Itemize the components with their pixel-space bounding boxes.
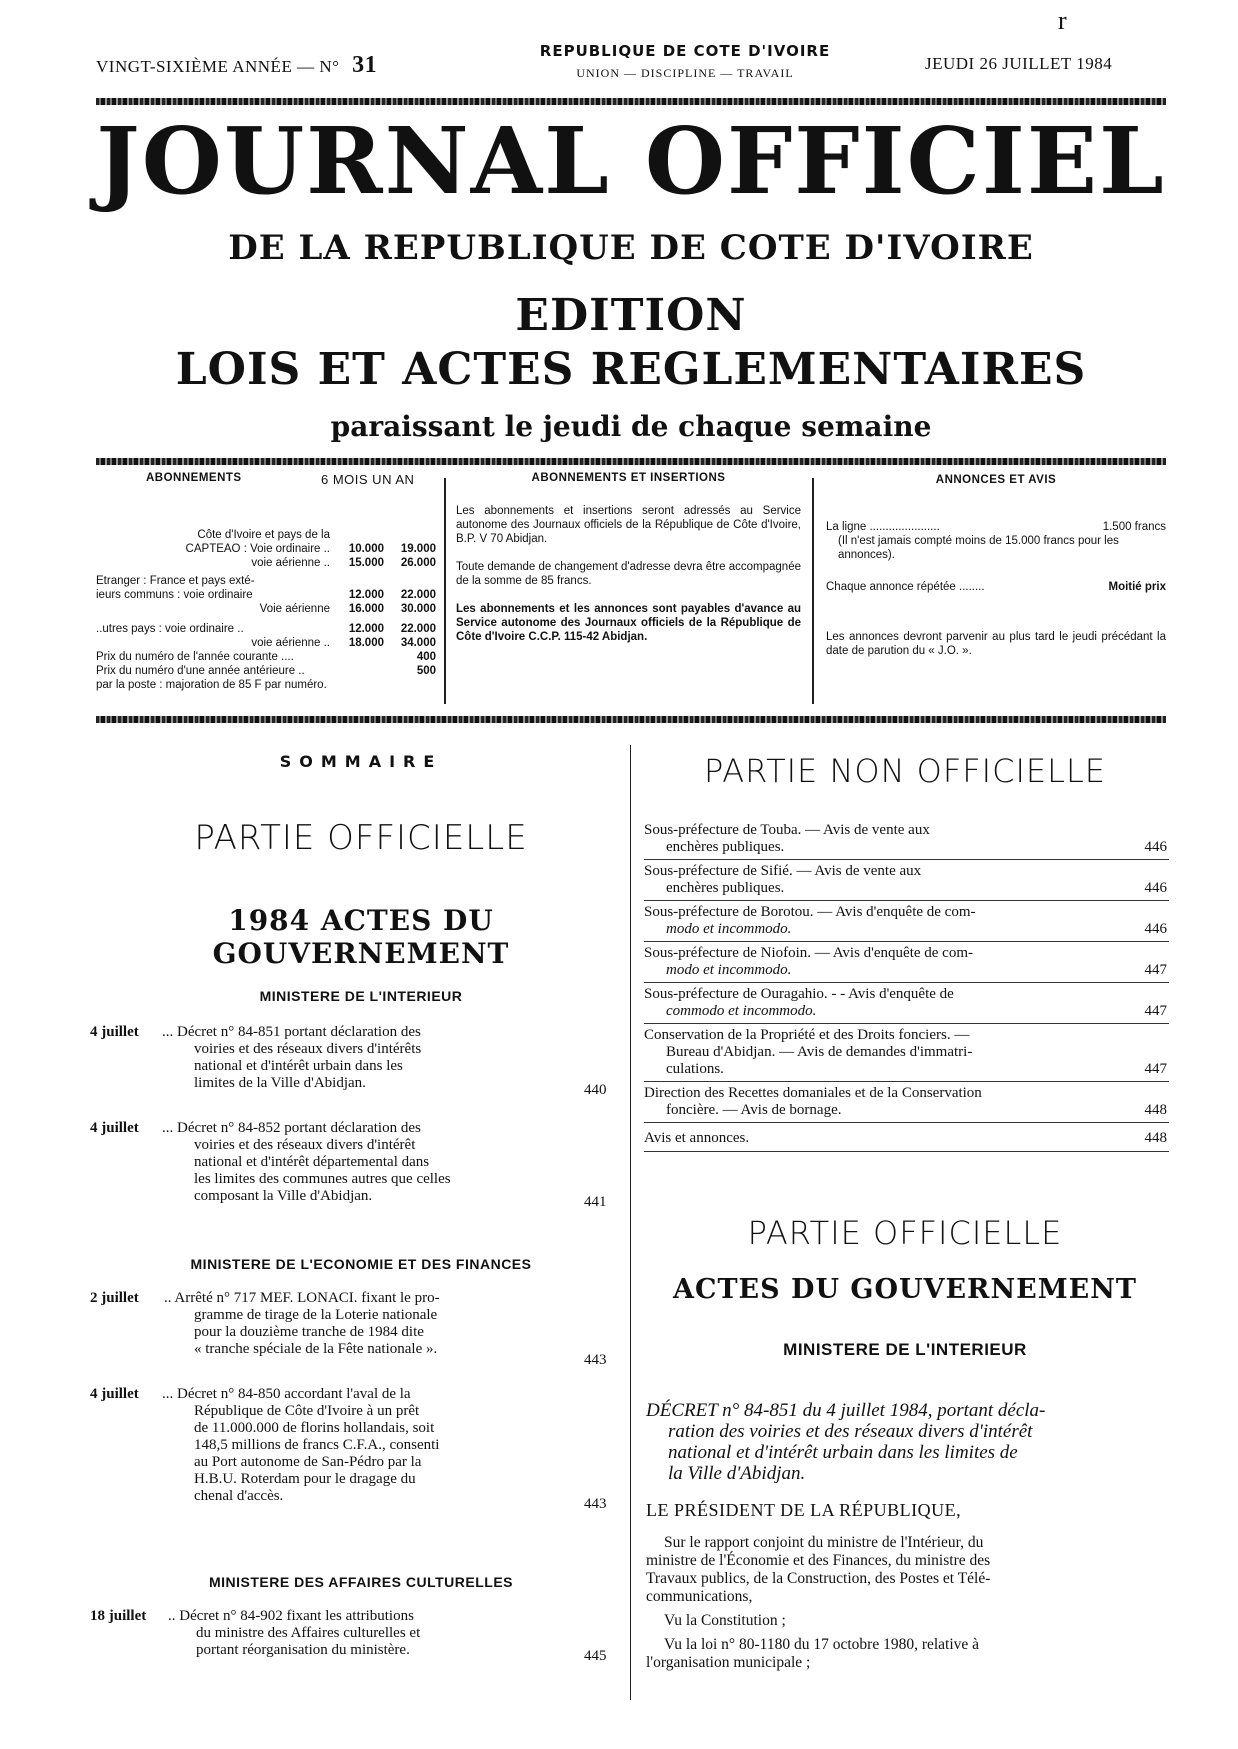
masthead-rule-top	[96, 98, 1166, 105]
non-official-list	[644, 822, 1169, 1152]
toc-page[interactable]: 446	[1144, 839, 1167, 855]
toc-date: 4 juillet	[90, 1386, 139, 1402]
rate-row: Voie aérienne 16.000 30.000	[259, 603, 436, 615]
deadline-note: Les annonces devront parvenir au plus tard le jeudi précédant la date de parution du « J.O. ».	[826, 631, 1166, 657]
toc-page[interactable]: 446	[1144, 880, 1167, 896]
toc-text: ... Décret n° 84-851 portant déclaration des voiries et des réseaux divers d'intérêts national et d'intérêt urbain dans les limites de la Ville d'Abidjan.	[162, 1024, 422, 1091]
edition-label: EDITION	[515, 290, 747, 341]
toc-entry: Sous-préfecture de Sifié. — Avis de vente aux enchères publiques. 446	[644, 863, 1169, 901]
toc-text: .. Arrêté n° 717 MEF. LONACI. fixant le pro- gramme de tirage de la Loterie nationale pour la douzième tranche de 1984 dite « tranche spéciale de la Fête nationale ».	[164, 1290, 440, 1357]
toc-page[interactable]: 447	[1144, 962, 1167, 978]
year-issue-label: VINGT-SIXIÈME ANNÉE — N°	[96, 57, 340, 76]
republic-name: REPUBLIQUE DE COTE D'IVOIRE	[539, 42, 831, 60]
right-ministry-interieur: MINISTERE DE L'INTERIEUR	[783, 1340, 1027, 1359]
toc-entry: Sous-préfecture de Touba. — Avis de vente aux enchères publiques. 446	[644, 822, 1169, 860]
subscriptions-rates	[96, 528, 436, 692]
toc-entry: Direction des Recettes domaniales et de la Conservation foncière. — Avis de bornage. 448	[644, 1085, 1169, 1123]
announcements-column	[826, 470, 1166, 658]
decree-body: Sur le rapport conjoint du ministre de l'Intérieur, du ministre de l'Économie et des Finances, du ministre des Travaux publics, de la Construction, des Postes et Télé- communications, Vu la Constitution ; Vu la loi n° 80-1180 du 17 octobre 1980, relative à l'organisation municipale ;	[646, 1534, 1166, 1672]
issue-number: 31	[352, 52, 378, 78]
repeat-price-label: Chaque annonce répétée ........	[826, 581, 985, 593]
rate-row: CAPTEAO : Voie ordinaire .. 10.000 19.000	[185, 543, 436, 555]
journal-subtitle: DE LA REPUBLIQUE DE COTE D'IVOIRE	[228, 228, 1034, 268]
toc-entry: Sous-préfecture de Borotou. — Avis d'enquête de com- modo et incommodo. 446	[644, 904, 1169, 942]
subscriptions-periods: 6 MOIS UN AN	[321, 472, 415, 487]
president-heading: LE PRÉSIDENT DE LA RÉPUBLIQUE,	[646, 1500, 962, 1520]
toc-text: ... Décret n° 84-852 portant déclaration des voiries et des réseaux divers d'intérêt national et d'intérêt départemental dans les limites des communes autres que celles composant la Ville d'Abidjan.	[162, 1120, 451, 1204]
repeat-price-value: Moitié prix	[1108, 581, 1166, 593]
box-divider-1	[444, 478, 446, 704]
announcements-header: ANNONCES ET AVIS	[935, 474, 1057, 486]
subscription-box	[96, 470, 1166, 710]
decree-title: DÉCRET n° 84-851 du 4 juillet 1984, portant décla- ration des voiries et des réseaux divers d'intérêt national et d'intérêt urbain dans les limites de la Ville d'Abidjan.	[646, 1400, 1046, 1484]
publication-frequency: paraissant le jeudi de chaque semaine	[330, 410, 932, 443]
toc-date: 2 juillet	[90, 1290, 139, 1306]
insertions-header: ABONNEMENTS ET INSERTIONS	[531, 472, 726, 484]
toc-entry: Conservation de la Propriété et des Droits fonciers. — Bureau d'Abidjan. — Avis de demandes d'immatri- culations. 447	[644, 1027, 1169, 1082]
ministry-culture: MINISTERE DES AFFAIRES CULTURELLES	[208, 1574, 513, 1590]
column-divider	[630, 745, 631, 1700]
edition-name: LOIS ET ACTES REGLEMENTAIRES	[175, 344, 1087, 395]
toc-page[interactable]: 443	[584, 1352, 607, 1368]
insertions-address: Les abonnements et insertions seront adressés au Service autonome des Journaux officiels de la République de Côte d'Ivoire, B.P. V 70 Abidjan.	[456, 505, 801, 545]
masthead-rule-bottom	[96, 458, 1166, 465]
ministry-economie: MINISTERE DE L'ECONOMIE ET DES FINANCES	[190, 1256, 532, 1272]
repeat-price-row	[826, 580, 1166, 594]
rate-row: Etranger : France et pays exté-	[96, 575, 255, 587]
rate-row: Prix du numéro d'une année antérieure .. 500	[96, 665, 436, 677]
line-price-note: (Il n'est jamais compté moins de 15.000 francs pour les annonces).	[838, 535, 1119, 561]
line-price-label: La ligne ......................	[826, 521, 940, 533]
left-actes-heading: 1984 ACTES DU GOUVERNEMENT	[212, 904, 510, 970]
corner-mark: r	[1058, 6, 1067, 35]
toc-date: 4 juillet	[90, 1120, 139, 1136]
address-change-note: Toute demande de changement d'adresse devra être accompagnée de la somme de 85 francs.	[456, 561, 801, 587]
toc-date: 4 juillet	[90, 1024, 139, 1040]
line-price-row	[826, 520, 1166, 534]
rate-row: Prix du numéro de l'année courante .... 400	[96, 651, 436, 663]
payment-note: Les abonnements et les annonces sont payables d'avance au Service autonome des Journaux officiels de la République de Côte d'Ivoire C.C.P. 115-42 Abidjan.	[456, 603, 801, 643]
rate-row: par la poste : majoration de 85 F par numéro.	[96, 679, 327, 691]
toc-text: .. Décret n° 84-902 fixant les attributions du ministre des Affaires culturelles et portant réorganisation du ministère.	[168, 1608, 421, 1658]
toc-page[interactable]: 448	[1144, 1102, 1167, 1118]
toc-date: 18 juillet	[90, 1608, 147, 1624]
toc-page[interactable]: 447	[1144, 1061, 1167, 1077]
rate-row: Côte d'Ivoire et pays de la	[197, 529, 330, 541]
subscriptions-header: ABONNEMENTS	[146, 472, 242, 484]
year-issue	[96, 52, 377, 79]
toc-page[interactable]: 448	[1144, 1130, 1167, 1146]
toc-entry: Avis et annonces. 448	[644, 1126, 1169, 1152]
toc-text: ... Décret n° 84-850 accordant l'aval de la République de Côte d'Ivoire à un prêt de 11.000.000 de florins hollandais, soit 148,5 millions de francs C.F.A., consenti au Port autonome de San-Pédro par la H.B.U. Roterdam pour le dragage du chenal d'accès.	[162, 1386, 440, 1504]
ministry-interieur: MINISTERE DE L'INTERIEUR	[259, 988, 463, 1004]
line-price-value: 1.500 francs	[1102, 521, 1166, 533]
rate-row: voie aérienne .. 18.000 34.000	[251, 637, 436, 649]
toc-entry: Sous-préfecture de Niofoin. — Avis d'enquête de com- modo et incommodo. 447	[644, 945, 1169, 983]
toc-entry: Sous-préfecture de Ouragahio. - - Avis d'enquête de commodo et incommodo. 447	[644, 986, 1169, 1024]
national-motto: UNION — DISCIPLINE — TRAVAIL	[576, 66, 794, 80]
left-partie-officielle: PARTIE OFFICIELLE	[194, 818, 528, 858]
toc-page[interactable]: 441	[584, 1194, 607, 1210]
toc-page[interactable]: 440	[584, 1082, 607, 1098]
right-actes-heading: ACTES DU GOUVERNEMENT	[673, 1274, 1137, 1305]
subscription-rule-bottom	[96, 716, 1166, 723]
issue-date: JEUDI 26 JUILLET 1984	[925, 54, 1113, 73]
partie-non-officielle: PARTIE NON OFFICIELLE	[704, 752, 1106, 790]
sommaire-heading: SOMMAIRE	[279, 752, 443, 771]
decree-vu-constitution: Vu la Constitution ;	[664, 1612, 786, 1629]
toc-page[interactable]: 446	[1144, 921, 1167, 937]
toc-page[interactable]: 445	[584, 1648, 607, 1664]
rate-row: ieurs communs : voie ordinaire 12.000 22.000	[96, 589, 436, 601]
rate-row: ..utres pays : voie ordinaire .. 12.000 22.000	[96, 623, 436, 635]
toc-page[interactable]: 443	[584, 1496, 607, 1512]
rate-row: voie aérienne .. 15.000 26.000	[251, 557, 436, 569]
insertions-column	[456, 470, 801, 644]
box-divider-2	[812, 478, 814, 704]
toc-page[interactable]: 447	[1144, 1003, 1167, 1019]
right-partie-officielle: PARTIE OFFICIELLE	[747, 1214, 1063, 1252]
journal-title: JOURNAL OFFICIEL	[96, 107, 1166, 215]
